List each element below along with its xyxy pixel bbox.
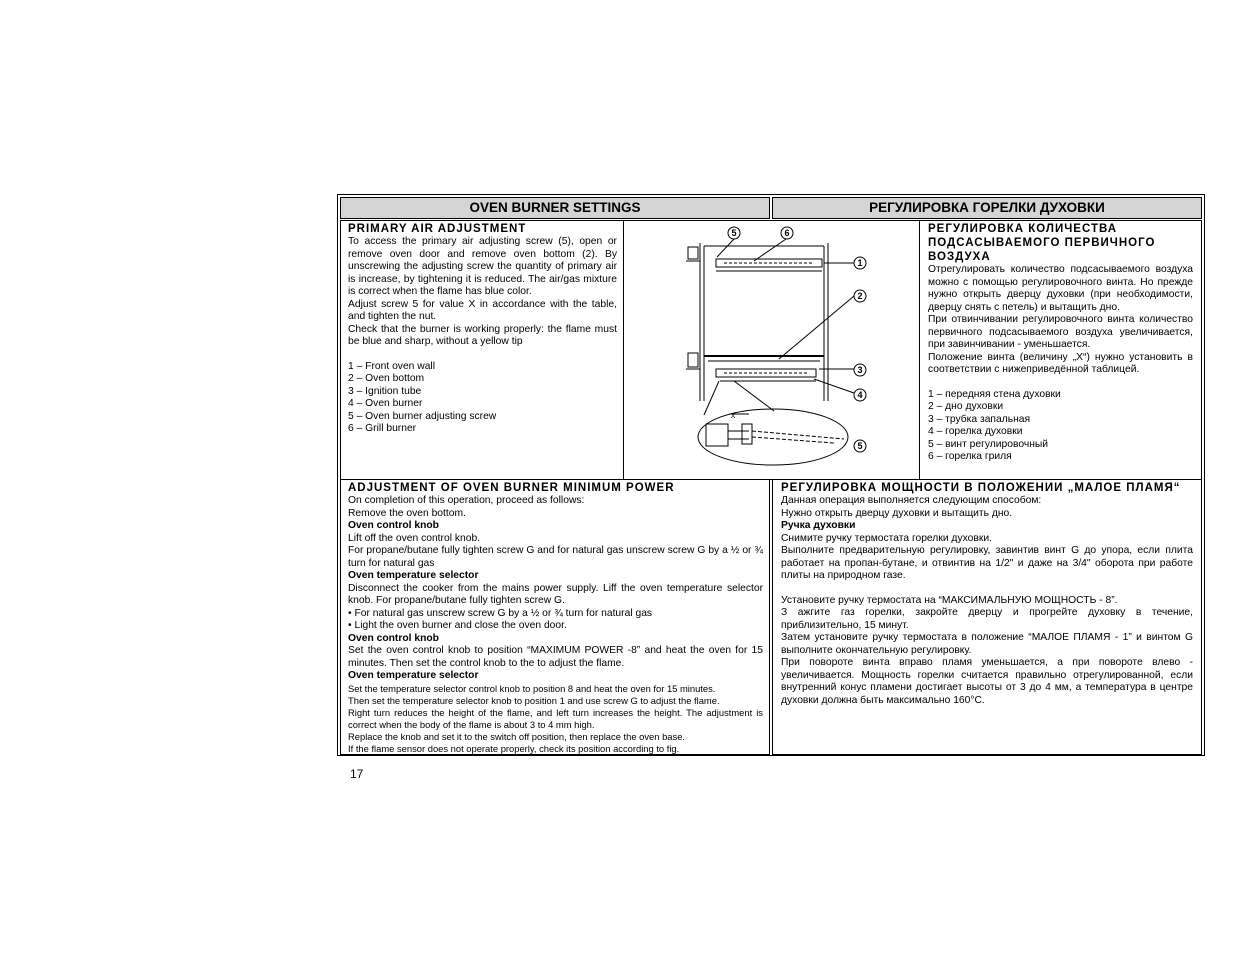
paragraph: Затем установите ручку термостата в положение “МАЛОЕ ПЛАМЯ - 1” и винтом G выполните окончательную регулировку.	[781, 632, 1193, 656]
bullet-item: • For natural gas unscrew screw G by a ½ or ¾ turn for natural gas	[348, 607, 653, 619]
paragraph: To access the primary air adjusting screw (5), open or remove oven door and remove oven bottom (2). By unscrewing the adjusting screw the quantity of primary air is increase, by tightening it is reduced. The air/gas mixture is correct when the flame has blue color.	[348, 236, 617, 297]
min-power-en-section	[340, 479, 770, 755]
parts-list-item: 2 – Oven bottom	[348, 373, 425, 384]
paragraph: Нужно открыть дверцу духовки и вытащить дно.	[781, 507, 1013, 519]
callout-label: 1	[857, 258, 863, 268]
parts-list-item: 5 – винт регулировочный	[928, 438, 1049, 450]
paragraph: Check that the burner is working properly: the flame must be blue and sharp, without a yellow tip	[348, 323, 617, 347]
section-title: РЕГУЛИРОВКА КОЛИЧЕСТВА ПОДСАСЫВАЕМОГО ПЕРВИЧНОГО ВОЗДУХА	[928, 223, 1156, 263]
callout-label: 6	[784, 228, 790, 238]
paragraph: If the flame sensor does not operate properly, check its position according to fig.	[348, 742, 680, 754]
x-dimension-label: X	[730, 413, 736, 420]
paragraph: Отрегулировать количество подсасываемого воздуха можно с помощью регулировочного винта. Но прежде нужно открыть дверцу духовки (при необходимости, дверцу снять с петель) и вытащить дно.	[928, 264, 1193, 313]
oven-diagram	[624, 221, 920, 480]
paragraph: Установите ручку термостата на “МАКСИМАЛЬНУЮ МОЩНОСТЬ - 8”.	[781, 594, 1118, 606]
paragraph: Выполните предварительную регулировку, завинтив винт G до упора, если плита работает на пропан-бутане, и отвинтив на 1/2" и даже на 3/4" оборота при работе плиты на природном газе.	[781, 545, 1193, 581]
callout-label: 5	[731, 228, 737, 238]
page-number: 17	[350, 767, 364, 781]
paragraph: Данная операция выполняется следующим способом:	[781, 495, 1042, 506]
subheading: Oven temperature selector	[348, 570, 479, 581]
parts-list-item: 2 – дно духовки	[928, 401, 1004, 412]
paragraph: Положение винта (величину „X“) нужно установить в соответствии с нижеприведённой таблицей.	[928, 351, 1193, 375]
oven-burner-figure	[623, 220, 920, 480]
paragraph: Right turn reduces the height of the flame, and left turn increases the height. The adjustment is correct when the body of the flame is about 3 to 4 mm high.	[348, 706, 763, 730]
callout-label: 2	[857, 291, 863, 301]
paragraph: Adjust screw 5 for value X in accordance with the table, and tighten the nut.	[348, 298, 617, 322]
section-title: ADJUSTMENT OF OVEN BURNER MINIMUM POWER	[348, 482, 675, 494]
paragraph: Снимите ручку термостата горелки духовки.	[781, 532, 992, 544]
parts-list-item: 5 – Oven burner adjusting screw	[348, 410, 497, 422]
paragraph: Remove the oven bottom.	[348, 507, 466, 519]
parts-list-item: 6 – горелка гриля	[928, 451, 1012, 462]
paragraph: For propane/butane fully tighten screw G and for natural gas unscrew screw G by a ½ or ¾ turn for natural gas	[348, 545, 763, 569]
parts-list-item: 1 – передняя стена духовки	[928, 388, 1061, 400]
primary-air-ru-section	[919, 220, 1202, 480]
min-power-ru-section	[772, 479, 1202, 755]
parts-list-item: 1 – Front oven wall	[348, 360, 435, 372]
header-left-title: OVEN BURNER SETTINGS	[340, 197, 770, 219]
paragraph: Disconnect the cooker from the mains power supply. Liff the oven temperature selector knob. For propane/butane fully tighten screw G.	[348, 582, 763, 606]
section-title: PRIMARY AIR ADJUSTMENT	[348, 223, 527, 235]
subheading: Oven control knob	[348, 520, 439, 531]
paragraph: Then set the temperature selector knob to position 1 and use screw G to adjust the flame.	[348, 694, 720, 706]
parts-list-item: 3 – Ignition tube	[348, 385, 422, 397]
paragraph: При отвинчивании регулировочного винта количество первичного подсасываемого воздуха увеличивается, при завинчивании - уменьшается.	[928, 314, 1193, 350]
paragraph: Lift off the oven control knob.	[348, 532, 481, 544]
callout-label: 4	[857, 390, 863, 400]
paragraph: Replace the knob and set it to the switch off position, then replace the oven base.	[348, 730, 686, 742]
document-page	[337, 194, 1205, 756]
paragraph: On completion of this operation, proceed as follows:	[348, 495, 585, 506]
callout-label: 5	[857, 441, 863, 451]
section-title: РЕГУЛИРОВКА МОЩНОСТИ В ПОЛОЖЕНИИ „МАЛОЕ ПЛАМЯ“	[781, 482, 1181, 494]
subheading: Oven control knob	[348, 632, 439, 644]
callout-label: 3	[857, 365, 863, 375]
subheading: Ручка духовки	[781, 520, 856, 531]
parts-list-item: 3 – трубка запальная	[928, 413, 1031, 425]
paragraph: Set the oven control knob to position “MAXIMUM POWER -8” and heat the oven for 15 minutes. Then set the control knob to the to adjust the flame.	[348, 645, 763, 669]
parts-list-item: 6 – Grill burner	[348, 423, 417, 434]
paragraph: Set the temperature selector control knob to position 8 and heat the oven for 15 minutes.	[348, 682, 716, 694]
primary-air-en-section	[340, 220, 624, 480]
subheading: Oven temperature selector	[348, 670, 479, 681]
paragraph: При повороте винта вправо пламя уменьшается, а при повороте влево - увеличивается. Мощность горелки считается правильно отрегулированной, если внутренний конус пламени достигает высоты от 3 до 4 мм, а температура в центре духовки должна быть максимально 160°С.	[781, 657, 1193, 706]
header-right-title: РЕГУЛИРОВКА ГОРЕЛКИ ДУХОВКИ	[772, 197, 1202, 219]
bullet-item: • Light the oven burner and close the oven door.	[348, 620, 567, 631]
parts-list-item: 4 – горелка духовки	[928, 426, 1023, 437]
paragraph: З ажгите газ горелки, закройте дверцу и прогрейте духовку в течение, приблизительно, 15 минут.	[781, 607, 1193, 631]
parts-list-item: 4 – Oven burner	[348, 398, 423, 409]
